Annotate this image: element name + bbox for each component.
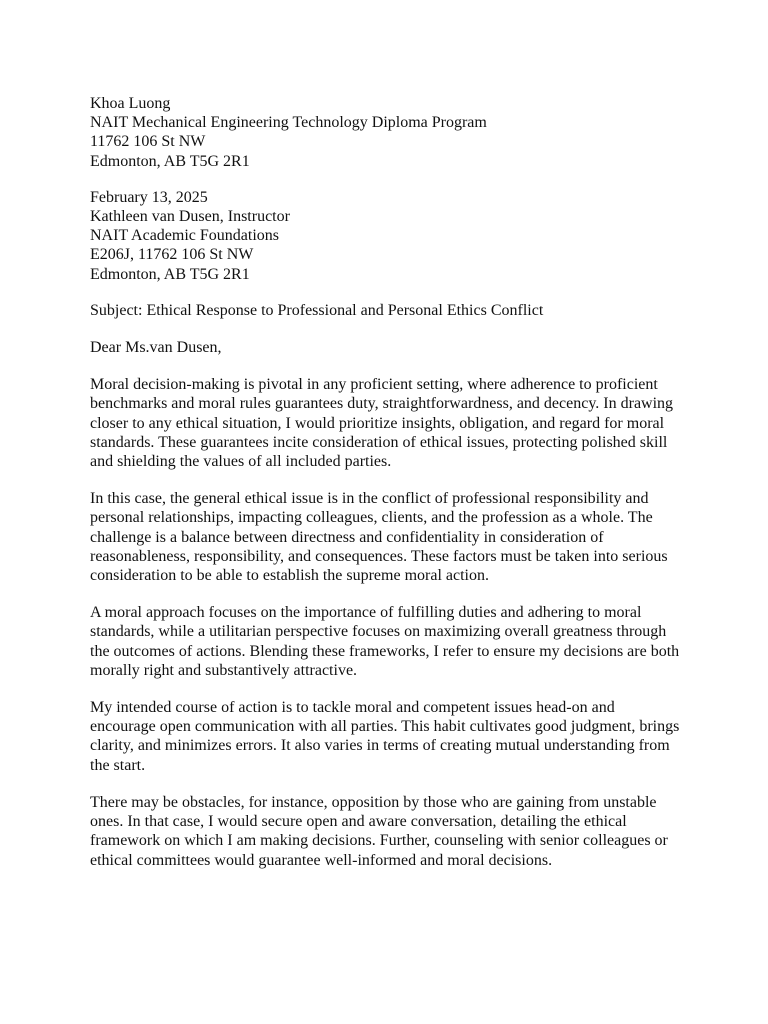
sender-street: 11762 106 St NW — [90, 133, 206, 151]
sender-program: NAIT Mechanical Engineering Technology Diploma Program — [90, 114, 487, 132]
recipient-address — [90, 188, 680, 284]
sender-address — [90, 94, 680, 171]
paragraph-3: A moral approach focuses on the importance of fulfilling duties and adhering to moral standards, while a utilitarian perspective focuses on maximizing overall greatness through the outcomes of actions. Blending these frameworks, I refer to ensure my decisions are both morally right and substantively attractive. — [90, 604, 680, 679]
recipient-name-title: Kathleen van Dusen, Instructor — [90, 208, 290, 226]
paragraph-4: My intended course of action is to tackle moral and competent issues head-on and encourage open communication with all parties. This habit cultivates good judgment, brings clarity, and minimizes errors. It also varies in terms of creating mutual understanding from the start. — [90, 699, 680, 774]
sender-name: Khoa Luong — [90, 95, 171, 112]
paragraph-2: In this case, the general ethical issue is in the conflict of professional responsibility and personal relationships, impacting colleagues, clients, and the profession as a whole. The challenge is a balance between directness and confidentiality in consideration of reasonableness, responsibility, and consequences. These factors must be taken into serious consideration to be able to establish the supreme moral action. — [90, 490, 668, 585]
letter-body — [90, 94, 680, 870]
paragraph-5: There may be obstacles, for instance, opposition by those who are gaining from unstable ones. In that case, I would secure open and aware conversation, detailing the ethical framework on which I am making decisions. Further, counseling with senior colleagues or ethical committees would guarantee well-informed and moral decisions. — [90, 793, 668, 869]
recipient-city: Edmonton, AB T5G 2R1 — [90, 265, 250, 283]
sender-city: Edmonton, AB T5G 2R1 — [90, 152, 250, 170]
letter-date: February 13, 2025 — [90, 188, 208, 206]
recipient-street: E206J, 11762 106 St NW — [90, 246, 254, 264]
salutation: Dear Ms.van Dusen, — [90, 339, 222, 357]
paragraph-1: Moral decision-making is pivotal in any proficient setting, where adherence to proficient benchmarks and moral rules guarantees duty, straightforwardness, and decency. In drawing closer to any ethical situation, I would prioritize insights, obligation, and regard for moral standards. These guarantees incite consideration of ethical issues, protecting polished skill and shielding the values of all included parties. — [90, 376, 674, 471]
recipient-department: NAIT Academic Foundations — [90, 227, 280, 245]
subject-line: Subject: Ethical Response to Professional and Personal Ethics Conflict — [90, 301, 544, 319]
